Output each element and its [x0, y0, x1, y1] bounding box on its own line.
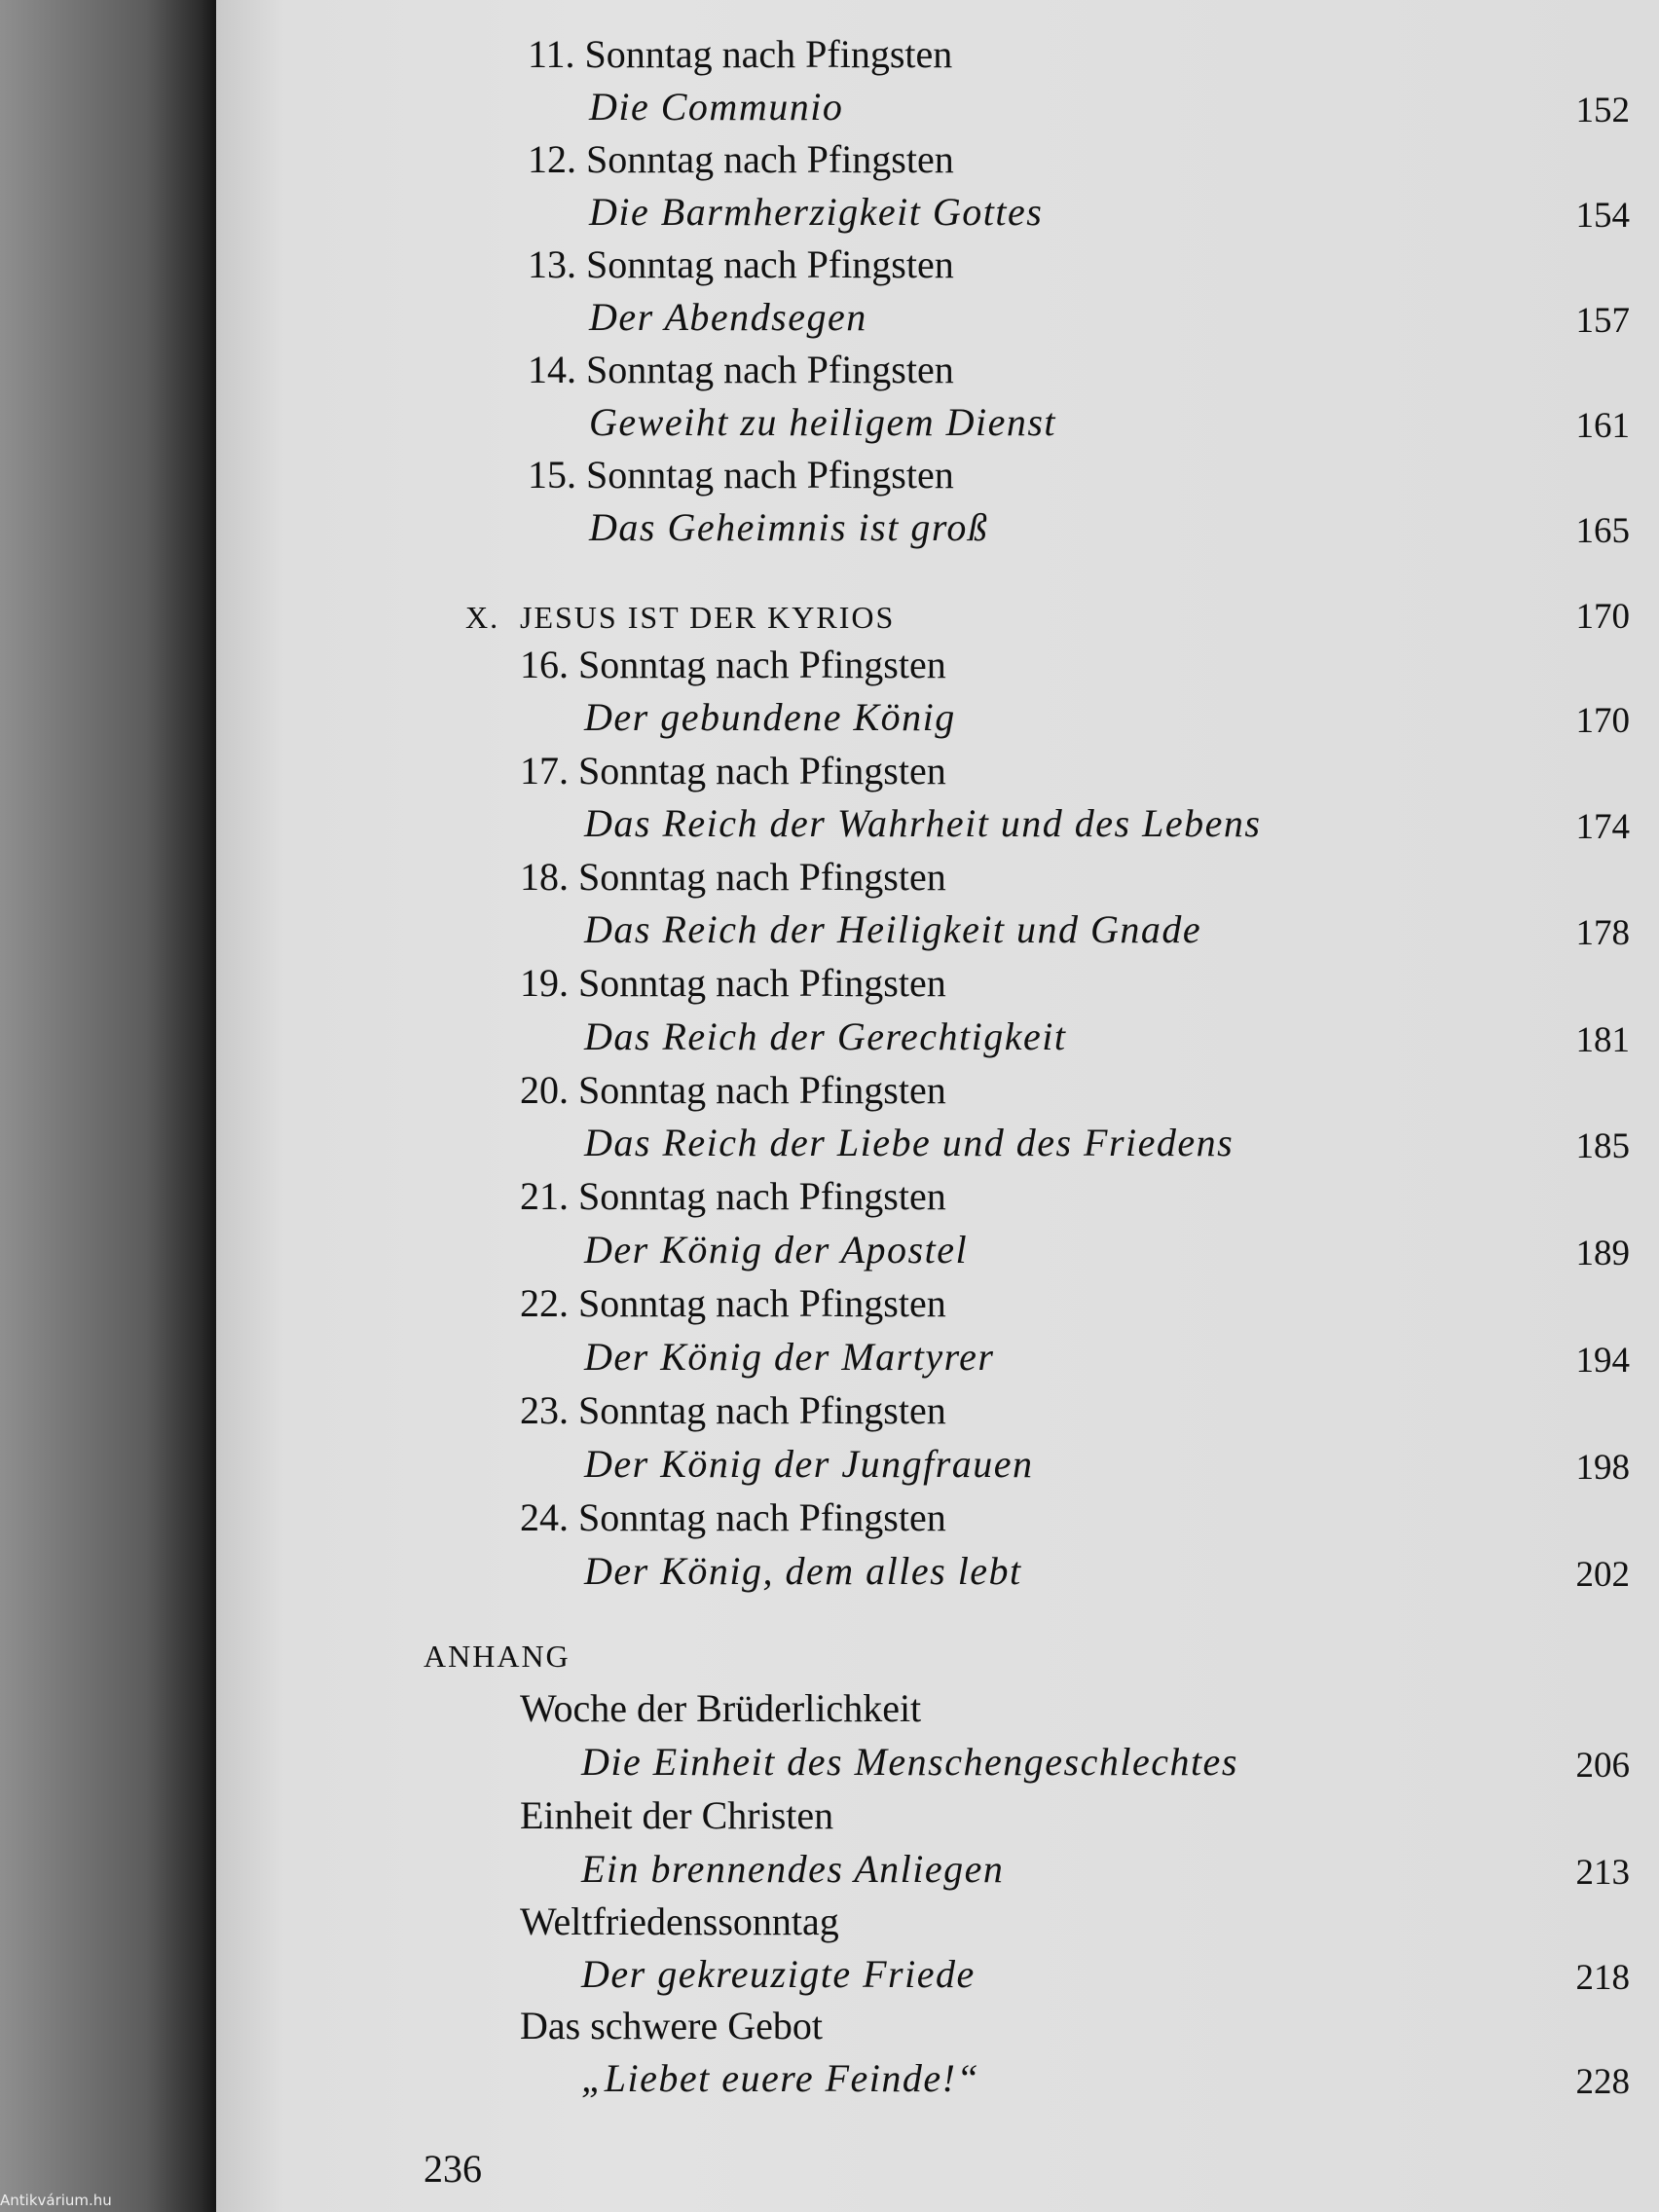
entry-subtitle: Der König der Martyrer	[584, 1335, 995, 1379]
toc-entry-title	[216, 1383, 1659, 1438]
toc-entry-title	[216, 1063, 1659, 1118]
entry-subtitle: Geweiht zu heiligem Dienst	[589, 400, 1057, 444]
book-spine-shadow	[0, 0, 216, 2212]
entry-title: 18. Sonntag nach Pfingsten	[520, 855, 946, 899]
toc-entry-title	[216, 638, 1659, 692]
entry-title: 11. Sonntag nach Pfingsten	[528, 32, 953, 76]
toc-entry-title	[216, 1491, 1659, 1545]
toc-entry-title	[216, 27, 1659, 82]
toc-entry-title	[216, 1895, 1659, 1949]
toc-appendix-heading	[216, 1629, 1659, 1683]
entry-page-number: 154	[1575, 196, 1630, 236]
entry-title: 12. Sonntag nach Pfingsten	[528, 137, 954, 181]
toc-entry-subtitle	[216, 1947, 1659, 2002]
toc-entry-subtitle	[216, 80, 1659, 134]
entry-page-number: 213	[1575, 1853, 1630, 1893]
entry-title: Das schwere Gebot	[520, 2004, 823, 2047]
toc-entry-subtitle	[216, 1330, 1659, 1384]
toc-entry-subtitle	[216, 2051, 1659, 2106]
toc-entry-subtitle	[216, 1842, 1659, 1897]
toc-entry-title	[216, 1276, 1659, 1331]
entry-subtitle: Der König der Jungfrauen	[584, 1442, 1034, 1486]
appendix-title: ANHANG	[424, 1639, 571, 1674]
entry-page-number: 165	[1575, 511, 1630, 551]
entry-title: 14. Sonntag nach Pfingsten	[528, 348, 954, 391]
entry-subtitle: „Liebet euere Feinde!“	[581, 2056, 980, 2100]
entry-subtitle: Ein brennendes Anliegen	[581, 1847, 1005, 1891]
entry-page-number: 198	[1575, 1448, 1630, 1488]
entry-subtitle: Die Barmherzigkeit Gottes	[589, 190, 1044, 234]
toc-entry-subtitle	[216, 1437, 1659, 1492]
page-folio-number: 236	[424, 2147, 482, 2191]
entry-title: 22. Sonntag nach Pfingsten	[520, 1281, 946, 1325]
entry-page-number: 228	[1575, 2062, 1630, 2102]
toc-entry-title	[216, 956, 1659, 1011]
entry-subtitle: Der Abendsegen	[589, 295, 867, 339]
section-title: JESUS IST DER KYRIOS	[520, 600, 896, 635]
entry-title: 19. Sonntag nach Pfingsten	[520, 961, 946, 1005]
toc-entry-subtitle	[216, 500, 1659, 555]
toc-entry-title	[216, 132, 1659, 187]
entry-title: 20. Sonntag nach Pfingsten	[520, 1068, 946, 1112]
toc-entry-subtitle	[216, 290, 1659, 345]
toc-entry-subtitle	[216, 690, 1659, 745]
entry-title: 23. Sonntag nach Pfingsten	[520, 1388, 946, 1432]
toc-entry-title	[216, 1999, 1659, 2053]
entry-title: 16. Sonntag nach Pfingsten	[520, 643, 946, 686]
entry-page-number: 185	[1575, 1126, 1630, 1166]
entry-page-number: 206	[1575, 1746, 1630, 1786]
toc-entry-title	[216, 744, 1659, 798]
toc-entry-subtitle	[216, 796, 1659, 851]
entry-subtitle: Das Geheimnis ist groß	[589, 505, 989, 549]
toc-entry-title	[216, 238, 1659, 292]
entry-subtitle: Der König der Apostel	[584, 1228, 969, 1272]
toc-entry-subtitle	[216, 395, 1659, 450]
toc-entry-title	[216, 448, 1659, 502]
entry-title: Woche der Brüderlichkeit	[520, 1686, 922, 1730]
toc-entry-subtitle	[216, 1116, 1659, 1170]
entry-page-number: 178	[1575, 913, 1630, 953]
entry-subtitle: Das Reich der Liebe und des Friedens	[584, 1121, 1235, 1164]
toc-entry-title	[216, 1169, 1659, 1224]
toc-entry-title	[216, 1788, 1659, 1843]
entry-title: 13. Sonntag nach Pfingsten	[528, 242, 954, 286]
toc-section-heading	[216, 590, 1659, 645]
entry-page-number: 194	[1575, 1341, 1630, 1381]
entry-subtitle: Das Reich der Heiligkeit und Gnade	[584, 907, 1202, 951]
toc-entry-subtitle	[216, 1544, 1659, 1599]
entry-page-number: 157	[1575, 301, 1630, 341]
entry-title: 24. Sonntag nach Pfingsten	[520, 1495, 946, 1539]
toc-entry-title	[216, 1681, 1659, 1736]
entry-subtitle: Das Reich der Gerechtigkeit	[584, 1014, 1067, 1058]
entry-page-number: 174	[1575, 807, 1630, 847]
entry-page-number: 189	[1575, 1234, 1630, 1273]
entry-subtitle: Das Reich der Wahrheit und des Lebens	[584, 801, 1262, 845]
entry-page-number: 202	[1575, 1555, 1630, 1595]
entry-page-number: 181	[1575, 1020, 1630, 1060]
toc-entry-subtitle	[216, 1223, 1659, 1277]
toc-entry-title	[216, 850, 1659, 904]
entry-page-number: 170	[1575, 701, 1630, 741]
entry-subtitle: Der gekreuzigte Friede	[581, 1952, 976, 1996]
entry-title: 17. Sonntag nach Pfingsten	[520, 749, 946, 793]
toc-entry-subtitle	[216, 1735, 1659, 1789]
entry-title: Weltfriedenssonntag	[520, 1899, 839, 1943]
section-numeral: X.	[465, 600, 500, 635]
toc-entry-subtitle	[216, 1010, 1659, 1064]
entry-title: 21. Sonntag nach Pfingsten	[520, 1174, 946, 1218]
toc-page	[216, 0, 1659, 2212]
entry-subtitle: Die Communio	[589, 85, 844, 129]
entry-title: 15. Sonntag nach Pfingsten	[528, 453, 954, 497]
entry-title: Einheit der Christen	[520, 1793, 834, 1837]
watermark-text: Antikvárium.hu	[0, 2192, 112, 2209]
section-page-number: 170	[1575, 597, 1630, 637]
entry-subtitle: Der König, dem alles lebt	[584, 1549, 1022, 1593]
entry-page-number: 152	[1575, 91, 1630, 130]
entry-page-number: 218	[1575, 1958, 1630, 1998]
entry-subtitle: Der gebundene König	[584, 695, 956, 739]
entry-page-number: 161	[1575, 406, 1630, 446]
entry-subtitle: Die Einheit des Menschengeschlechtes	[581, 1740, 1238, 1784]
toc-entry-subtitle	[216, 185, 1659, 240]
toc-entry-subtitle	[216, 903, 1659, 957]
toc-entry-title	[216, 343, 1659, 397]
